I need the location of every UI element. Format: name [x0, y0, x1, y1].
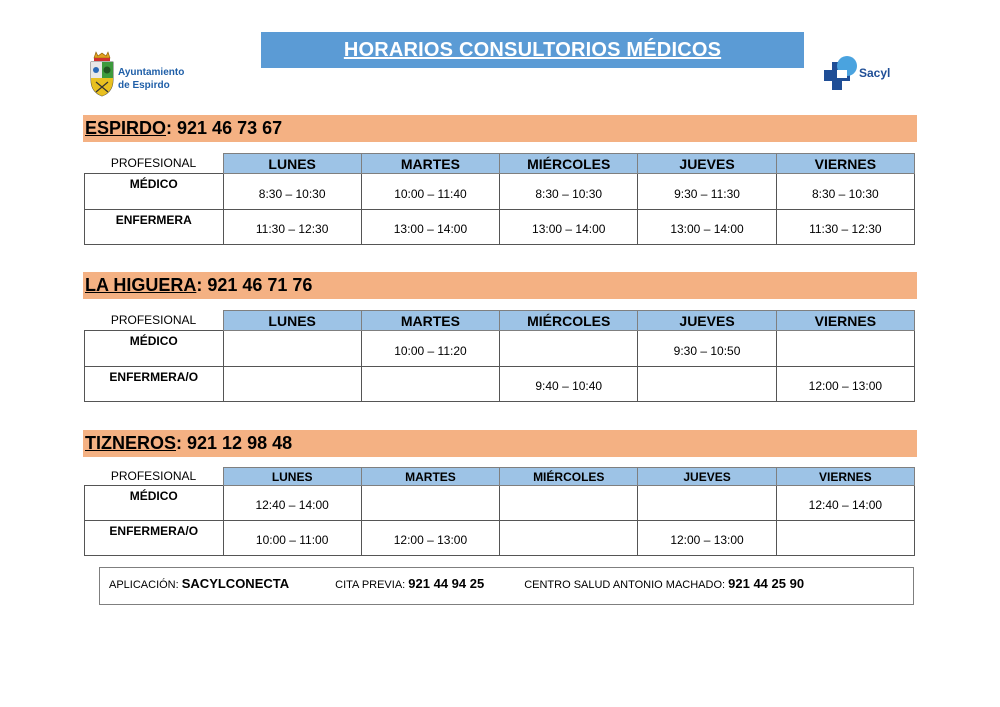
table-row [85, 331, 915, 367]
time-cell: 13:00 – 14:00 [361, 210, 499, 245]
time-cell: 8:30 – 10:30 [500, 174, 638, 210]
day-header-martes: MARTES [361, 468, 499, 486]
cita-previa-label: CITA PREVIA: [335, 579, 406, 591]
section-phone: : 921 46 71 76 [196, 275, 313, 295]
schedule-table-la-higuera [84, 310, 915, 402]
time-cell: 12:40 – 14:00 [223, 486, 361, 521]
day-header-martes: MARTES [361, 154, 499, 174]
time-cell: 13:00 – 14:00 [638, 210, 776, 245]
time-cell: 9:30 – 11:30 [638, 174, 776, 210]
schedule-table-espirdo [84, 153, 915, 245]
section-phone: : 921 46 73 67 [166, 118, 283, 138]
contact-info-box [99, 567, 914, 605]
time-cell: 12:00 – 13:00 [361, 521, 499, 556]
schedule-table-tizneros [84, 467, 915, 556]
time-cell [500, 486, 638, 521]
app-value: SACYLCONECTA [181, 576, 290, 591]
day-header-jueves: JUEVES [638, 154, 776, 174]
time-cell: 11:30 – 12:30 [223, 210, 361, 245]
page-title-banner [261, 32, 804, 68]
page-title: HORARIOS CONSULTORIOS MÉDICOS [343, 38, 722, 61]
time-cell: 9:40 – 10:40 [500, 367, 638, 402]
time-cell [500, 331, 638, 367]
day-header-viernes: VIERNES [776, 468, 914, 486]
centro-salud-label: CENTRO SALUD ANTONIO MACHADO: [524, 579, 726, 591]
table-row [85, 367, 915, 402]
time-cell [776, 331, 914, 367]
day-header-martes: MARTES [361, 311, 499, 331]
time-cell: 12:00 – 13:00 [776, 367, 914, 402]
day-header-miercoles: MIÉRCOLES [500, 468, 638, 486]
role-label: ENFERMERA [85, 210, 224, 245]
day-header-viernes: VIERNES [776, 154, 914, 174]
time-cell: 11:30 – 12:30 [776, 210, 914, 245]
time-cell: 10:00 – 11:00 [223, 521, 361, 556]
time-cell [361, 367, 499, 402]
time-cell [500, 521, 638, 556]
time-cell: 9:30 – 10:50 [638, 331, 776, 367]
day-header-jueves: JUEVES [638, 468, 776, 486]
centro-salud-value: 921 44 25 90 [728, 576, 805, 591]
section-town: ESPIRDO [85, 118, 167, 138]
role-label: ENFERMERA/O [85, 521, 224, 556]
sacyl-text: Sacyl [859, 66, 891, 80]
time-cell [223, 367, 361, 402]
time-cell: 8:30 – 10:30 [223, 174, 361, 210]
time-cell: 12:40 – 14:00 [776, 486, 914, 521]
section-town: LA HIGUERA [85, 275, 197, 295]
time-cell [638, 367, 776, 402]
app-label: APLICACIÓN: [109, 579, 179, 591]
day-header-viernes: VIERNES [776, 311, 914, 331]
section-phone: : 921 12 98 48 [176, 433, 293, 453]
cita-previa-value: 921 44 94 25 [408, 576, 485, 591]
profesional-header: PROFESIONAL [110, 156, 197, 171]
table-row [85, 210, 915, 245]
day-header-lunes: LUNES [223, 311, 361, 331]
day-header-lunes: LUNES [223, 154, 361, 174]
day-header-miercoles: MIÉRCOLES [500, 154, 638, 174]
section-header-tizneros [83, 430, 917, 457]
day-header-miercoles: MIÉRCOLES [500, 311, 638, 331]
time-cell: 8:30 – 10:30 [776, 174, 914, 210]
table-row [85, 521, 915, 556]
ayuntamiento-logo [88, 50, 208, 100]
role-label: ENFERMERA/O [85, 367, 224, 402]
table-row [85, 174, 915, 210]
time-cell: 10:00 – 11:20 [361, 331, 499, 367]
profesional-header: PROFESIONAL [110, 469, 197, 484]
role-label: MÉDICO [85, 486, 224, 521]
role-label: MÉDICO [85, 331, 224, 367]
profesional-header: PROFESIONAL [110, 313, 197, 328]
table-row [85, 486, 915, 521]
day-header-lunes: LUNES [223, 468, 361, 486]
role-label: MÉDICO [85, 174, 224, 210]
time-cell: 13:00 – 14:00 [500, 210, 638, 245]
time-cell [776, 521, 914, 556]
time-cell [223, 331, 361, 367]
day-header-jueves: JUEVES [638, 311, 776, 331]
time-cell [361, 486, 499, 521]
sacyl-cross-icon [823, 52, 859, 90]
logo-line-1: Ayuntamiento [118, 67, 185, 78]
sacyl-logo [823, 52, 913, 92]
time-cell [638, 486, 776, 521]
section-town: TIZNEROS [85, 433, 177, 453]
section-header-la-higuera [83, 272, 917, 299]
logo-line-2: de Espirdo [118, 80, 170, 91]
time-cell: 10:00 – 11:40 [361, 174, 499, 210]
section-header-espirdo [83, 115, 917, 142]
coat-of-arms-icon [88, 50, 116, 98]
time-cell: 12:00 – 13:00 [638, 521, 776, 556]
